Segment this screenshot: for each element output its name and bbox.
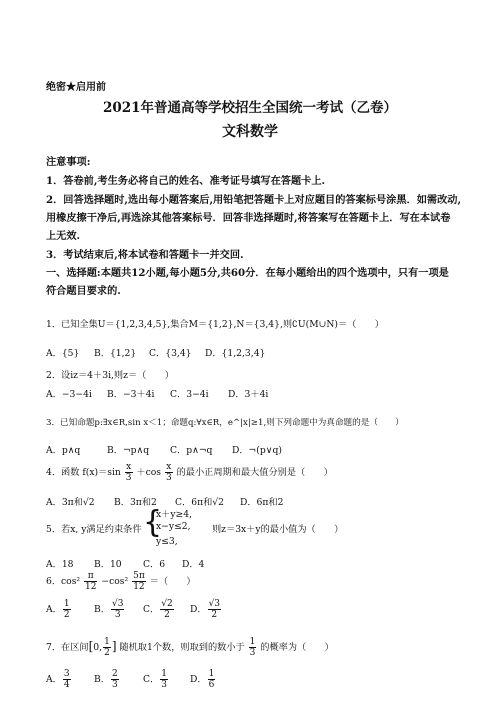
q4-option-a: A．3π和√2 xyxy=(46,497,95,508)
fraction: $\frac{1}{2}$ xyxy=(104,637,110,658)
q2-option-b: B．−3＋4i xyxy=(107,389,155,400)
exam-subtitle: 文科数学 xyxy=(222,124,278,140)
notice-heading: 注意事项: xyxy=(46,156,91,168)
question-7-stem: 7．在区间[0, $\frac{1}{2}$ ] 随机取1个数，则取到的数小于 $\frac{1}{3}$ 的概率为（ ） xyxy=(46,637,334,658)
q5-option-b: B．10 xyxy=(94,559,122,570)
q6-option-b: B． $\frac{√3}{3}$ xyxy=(94,599,124,620)
section-heading-cont: 符合题目要求的. xyxy=(46,285,121,297)
q5-option-a: A．18 xyxy=(46,559,74,570)
notice-item: 上无效. xyxy=(46,230,81,242)
q2-option-c: C．3−4i xyxy=(170,389,209,400)
q5-option-c: C．6 xyxy=(143,559,166,570)
question-5-stem-prefix: 5．若x, y满足约束条件 xyxy=(46,524,142,535)
q6-option-a: A． $\frac{1}{2}$ xyxy=(46,599,70,620)
q3-option-c: C．p∧¬q xyxy=(170,445,213,456)
q1-option-b: B．{1,2} xyxy=(94,348,137,359)
q4-option-d: D．6π和2 xyxy=(240,497,284,508)
q6-option-c: C． $\frac{√2}{2}$ xyxy=(143,599,173,620)
q7-option-a: A． $\frac{3}{4}$ xyxy=(46,669,70,690)
constraint-brace: { xyxy=(143,505,163,540)
constraint-1: x＋y≥4, xyxy=(156,509,193,520)
question-3-stem: 3．已知命题p:∃x∈R,sin x＜1；命题q:∀x∈R，e^|x|≥1,则下列命题中为真命题的是（ ） xyxy=(46,418,404,428)
q3-option-a: A．p∧q xyxy=(46,445,81,456)
q7-option-b: B． $\frac{2}{3}$ xyxy=(94,669,118,690)
notice-item: 1．答卷前,考生务必将自己的姓名、准考证号填写在答题卡上. xyxy=(46,175,326,187)
question-4-stem: 4．函数 f(x)＝sin $\frac{x}{3}$ ＋cos $\frac{x}{3}$ 的最小正周期和最大值分别是（ ） xyxy=(46,462,333,483)
q3-option-d: D．¬(p∨q) xyxy=(232,445,282,456)
exam-title: 2021年普通高等学校招生全国统一考试（乙卷） xyxy=(102,100,398,116)
fraction: $\frac{x}{3}$ xyxy=(125,462,132,483)
fraction: $\frac{\pi}{12}$ xyxy=(85,571,97,592)
q7-option-d: D． $\frac{1}{6}$ xyxy=(190,669,215,690)
fraction: $\frac{5\pi}{12}$ xyxy=(133,571,145,592)
constraint-3: y≤3, xyxy=(156,536,178,547)
secret-label: 绝密★启用前 xyxy=(46,82,106,93)
q3-option-b: B．¬p∧q xyxy=(107,445,150,456)
q2-option-a: A．−3−4i xyxy=(46,389,92,400)
q2-option-d: D．3＋4i xyxy=(228,389,269,400)
q1-option-c: C．{3,4} xyxy=(149,348,192,359)
q7-option-c: C． $\frac{1}{3}$ xyxy=(143,669,167,690)
q4-option-b: B．3π和2 xyxy=(114,497,157,508)
question-6-stem: 6．cos² $\frac{\pi}{12}$ −cos² $\frac{5\pi}{12}$ ＝（ ） xyxy=(46,571,196,592)
constraint-2: x−y≤2, xyxy=(156,521,191,532)
question-2-stem: 2．设iz＝4＋3i,则z＝（ ） xyxy=(46,370,174,381)
section-heading: 一、选择题:本题共12小题,每小题5分,共60分．在每小题给出的四个选项中，只有一项是 xyxy=(46,267,449,279)
q1-option-a: A．{5} xyxy=(46,348,80,359)
question-1-stem: 1．已知全集U＝{1,2,3,4,5},集合M＝{1,2},N＝{3,4},则∁U(M∪N)＝（ ） xyxy=(46,319,384,330)
notice-item: 用橡皮擦干净后,再选涂其他答案标号．回答非选择题时,将答案写在答题卡上．写在本试卷 xyxy=(46,212,451,224)
q4-option-c: C．6π和√2 xyxy=(175,497,224,508)
notice-item: 2．回答选择题时,选出每小题答案后,用铅笔把答题卡上对应题目的答案标号涂黑．如需改动, xyxy=(46,194,462,206)
fraction: $\frac{1}{3}$ xyxy=(249,637,256,658)
q1-option-d: D．{1,2,3,4} xyxy=(205,348,266,359)
notice-item: 3．考试结束后,将本试卷和答题卡一并交回. xyxy=(46,249,244,261)
question-5-stem-suffix: 则z＝3x＋y的最小值为（ ） xyxy=(212,524,344,535)
q5-option-d: D．4 xyxy=(182,559,205,570)
q6-option-d: D． $\frac{√3}{2}$ xyxy=(190,599,221,620)
fraction: $\frac{x}{3}$ xyxy=(165,462,172,483)
